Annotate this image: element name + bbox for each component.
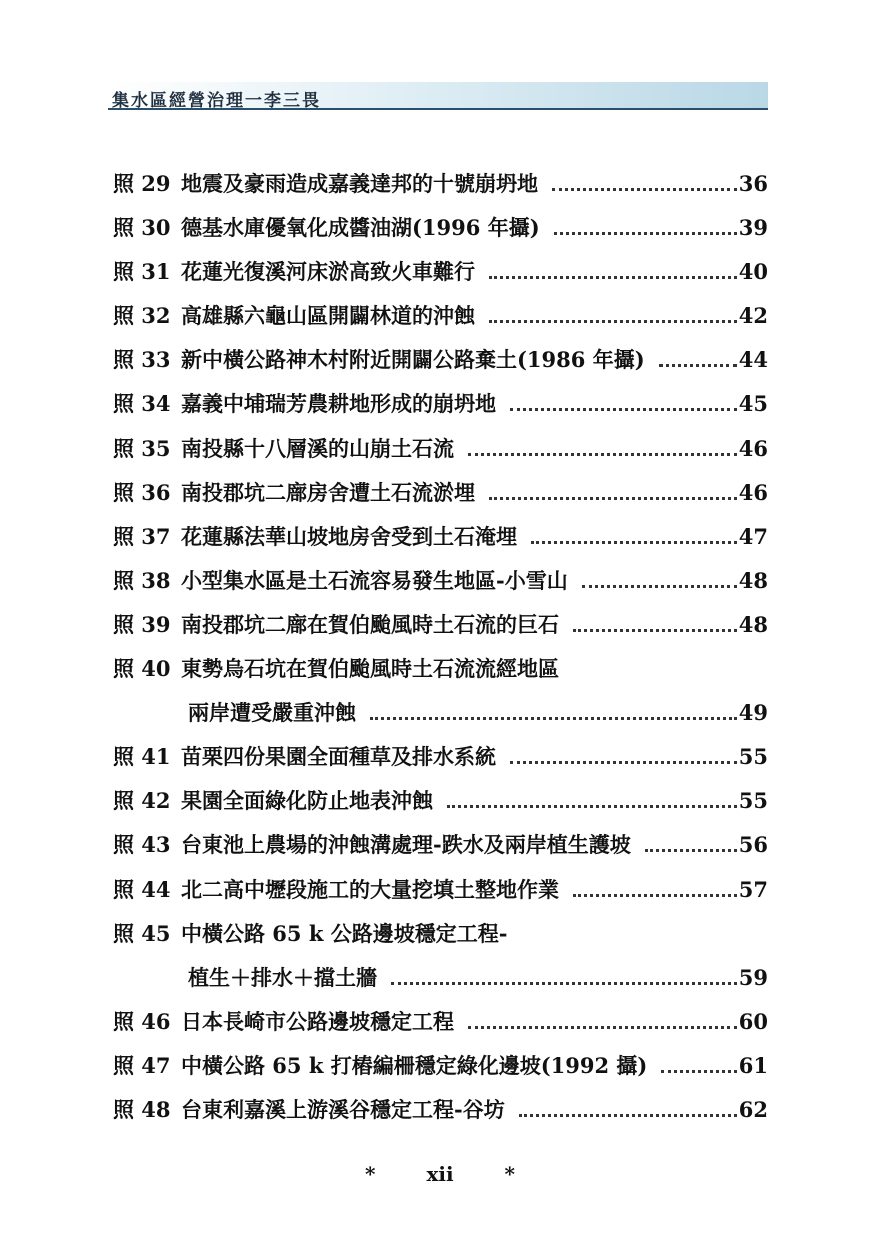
photo-number: 照 41: [113, 744, 171, 770]
entry-line: [181, 388, 768, 418]
entry-line: [181, 433, 768, 463]
photo-title: 南投郡坑二廍在賀伯颱風時土石流的巨石: [181, 611, 559, 637]
toc-entry: [113, 561, 768, 605]
entry-line: [181, 300, 768, 330]
page-ref: 36: [738, 171, 768, 196]
entry-line: [181, 653, 768, 683]
page-ref: 49: [738, 700, 768, 726]
page-ref: 40: [738, 259, 768, 285]
photo-number: 照 30: [113, 215, 171, 241]
dot-leader: [468, 453, 737, 456]
running-header-title: 集水區經營治理一李三畏: [112, 91, 321, 111]
dot-leader: [582, 585, 737, 588]
photo-title: 台東利嘉溪上游溪谷穩定工程-谷坊: [181, 1096, 505, 1122]
dot-leader: [661, 1070, 736, 1073]
photo-title: 高雄縣六龜山區開闢林道的沖蝕: [181, 303, 475, 329]
photo-number: 照 35: [113, 435, 171, 461]
photo-title: 南投郡坑二廍房舍遭土石流淤埋: [181, 479, 475, 505]
dot-leader: [468, 1026, 737, 1029]
photo-title: 花蓮縣法華山坡地房舍受到土石淹埋: [181, 523, 517, 549]
photo-number: 照 47: [113, 1052, 171, 1078]
toc-entry-continuation: [113, 958, 768, 1002]
toc-entry: [113, 1090, 768, 1134]
photo-title: 南投縣十八層溪的山崩土石流: [181, 435, 454, 461]
dot-leader: [510, 408, 737, 411]
dot-leader: [519, 1114, 737, 1117]
toc-entry: [113, 473, 768, 517]
page-ref: 48: [738, 611, 768, 637]
photo-title-continuation: 植生＋排水＋擋土牆: [188, 964, 377, 990]
entry-line: [181, 785, 768, 815]
toc-entry: [113, 517, 768, 561]
entry-line: [181, 1094, 768, 1124]
dot-leader: [489, 320, 737, 323]
photo-number: 照 31: [113, 259, 171, 285]
photo-title: 中橫公路 65 k 公路邊坡穩定工程-: [181, 920, 508, 946]
table-of-photos: [113, 164, 768, 1134]
entry-line: [188, 697, 768, 727]
dot-leader: [659, 364, 737, 367]
page-footer: [0, 1162, 880, 1186]
page-ref: 60: [738, 1008, 768, 1034]
dot-leader: [447, 805, 737, 808]
page-ref: 62: [738, 1096, 768, 1122]
photo-title: 東勢烏石坑在賀伯颱風時土石流流經地區: [181, 656, 559, 682]
photo-title: 日本長崎市公路邊坡穩定工程: [181, 1008, 454, 1034]
entry-line: [181, 1006, 768, 1036]
dot-leader: [645, 849, 737, 852]
photo-number: 照 34: [113, 391, 171, 417]
dot-leader: [510, 761, 737, 764]
entry-line: [181, 1050, 768, 1080]
footer-right-asterisk: *: [504, 1162, 515, 1186]
page-ref: 47: [738, 523, 768, 549]
page-ref: 39: [738, 215, 768, 241]
dot-leader: [573, 894, 737, 897]
toc-entry: [113, 649, 768, 693]
page-ref: 46: [738, 479, 768, 505]
toc-entry: [113, 1002, 768, 1046]
page-ref: 55: [738, 788, 768, 814]
entry-line: [181, 829, 768, 859]
dot-leader: [554, 232, 737, 235]
page-ref: 55: [738, 744, 768, 770]
photo-number: 照 33: [113, 347, 171, 373]
dot-leader: [489, 497, 737, 500]
dot-leader: [370, 717, 737, 720]
toc-entry: [113, 164, 768, 208]
photo-number: 照 45: [113, 920, 171, 946]
page-ref: 61: [738, 1052, 768, 1078]
page-ref: 57: [738, 876, 768, 902]
photo-number: 照 43: [113, 832, 171, 858]
photo-title: 嘉義中埔瑞芳農耕地形成的崩坍地: [181, 391, 496, 417]
toc-entry: [113, 605, 768, 649]
toc-entry: [113, 781, 768, 825]
photo-title: 台東池上農場的沖蝕溝處理-跌水及兩岸植生護坡: [181, 832, 631, 858]
photo-number: 照 46: [113, 1008, 171, 1034]
photo-number: 照 29: [113, 171, 171, 196]
photo-number: 照 38: [113, 567, 171, 593]
entry-line: [181, 565, 768, 595]
page-ref: 46: [738, 435, 768, 461]
photo-number: 照 40: [113, 656, 171, 682]
toc-entry-continuation: [113, 693, 768, 737]
photo-number: 照 37: [113, 523, 171, 549]
photo-title: 花蓮光復溪河床淤高致火車難行: [181, 259, 475, 285]
toc-entry: [113, 208, 768, 252]
photo-number: 照 44: [113, 876, 171, 902]
toc-entry: [113, 340, 768, 384]
photo-number: 照 32: [113, 303, 171, 329]
page-ref: 44: [738, 347, 768, 373]
toc-entry: [113, 296, 768, 340]
photo-title: 德基水庫優氧化成醬油湖(1996 年攝): [181, 215, 540, 241]
toc-entry: [113, 870, 768, 914]
page-ref: 56: [738, 832, 768, 858]
photo-number: 照 42: [113, 788, 171, 814]
entry-line: [181, 741, 768, 771]
dot-leader: [552, 188, 737, 191]
photo-title: 新中橫公路神木村附近開闢公路棄土(1986 年攝): [181, 347, 645, 373]
entry-line: [188, 962, 768, 992]
toc-entry: [113, 737, 768, 781]
entry-line: [181, 874, 768, 904]
entry-line: [181, 344, 768, 374]
page-ref: 59: [738, 964, 768, 990]
dot-leader: [573, 629, 737, 632]
photo-title: 果園全面綠化防止地表沖蝕: [181, 788, 433, 814]
photo-title: 北二高中壢段施工的大量挖填土整地作業: [181, 876, 559, 902]
photo-number: 照 36: [113, 479, 171, 505]
toc-entry: [113, 914, 768, 958]
dot-leader: [489, 276, 737, 279]
entry-line: [181, 256, 768, 286]
photo-title: 小型集水區是土石流容易發生地區-小雪山: [181, 567, 568, 593]
photo-title: 地震及豪雨造成嘉義達邦的十號崩坍地: [181, 171, 538, 196]
photo-title: 苗栗四份果園全面種草及排水系統: [181, 744, 496, 770]
page-ref: 45: [738, 391, 768, 417]
entry-line: [181, 609, 768, 639]
entry-line: [181, 212, 768, 242]
photo-number: 照 48: [113, 1096, 171, 1122]
entry-line: [181, 477, 768, 507]
toc-entry: [113, 252, 768, 296]
dot-leader: [391, 982, 737, 985]
page-number: xii: [426, 1162, 454, 1186]
footer-left-asterisk: *: [365, 1162, 376, 1186]
entry-line: [181, 168, 768, 198]
toc-entry: [113, 429, 768, 473]
toc-entry: [113, 384, 768, 428]
page-ref: 42: [738, 303, 768, 329]
toc-entry: [113, 1046, 768, 1090]
photo-title: 中橫公路 65 k 打樁編柵穩定綠化邊坡(1992 攝): [181, 1052, 648, 1078]
photo-title-continuation: 兩岸遭受嚴重沖蝕: [188, 700, 356, 726]
dot-leader: [531, 541, 737, 544]
entry-line: [181, 521, 768, 551]
page-ref: 48: [738, 567, 768, 593]
entry-line: [181, 918, 768, 948]
photo-number: 照 39: [113, 611, 171, 637]
toc-entry: [113, 825, 768, 869]
